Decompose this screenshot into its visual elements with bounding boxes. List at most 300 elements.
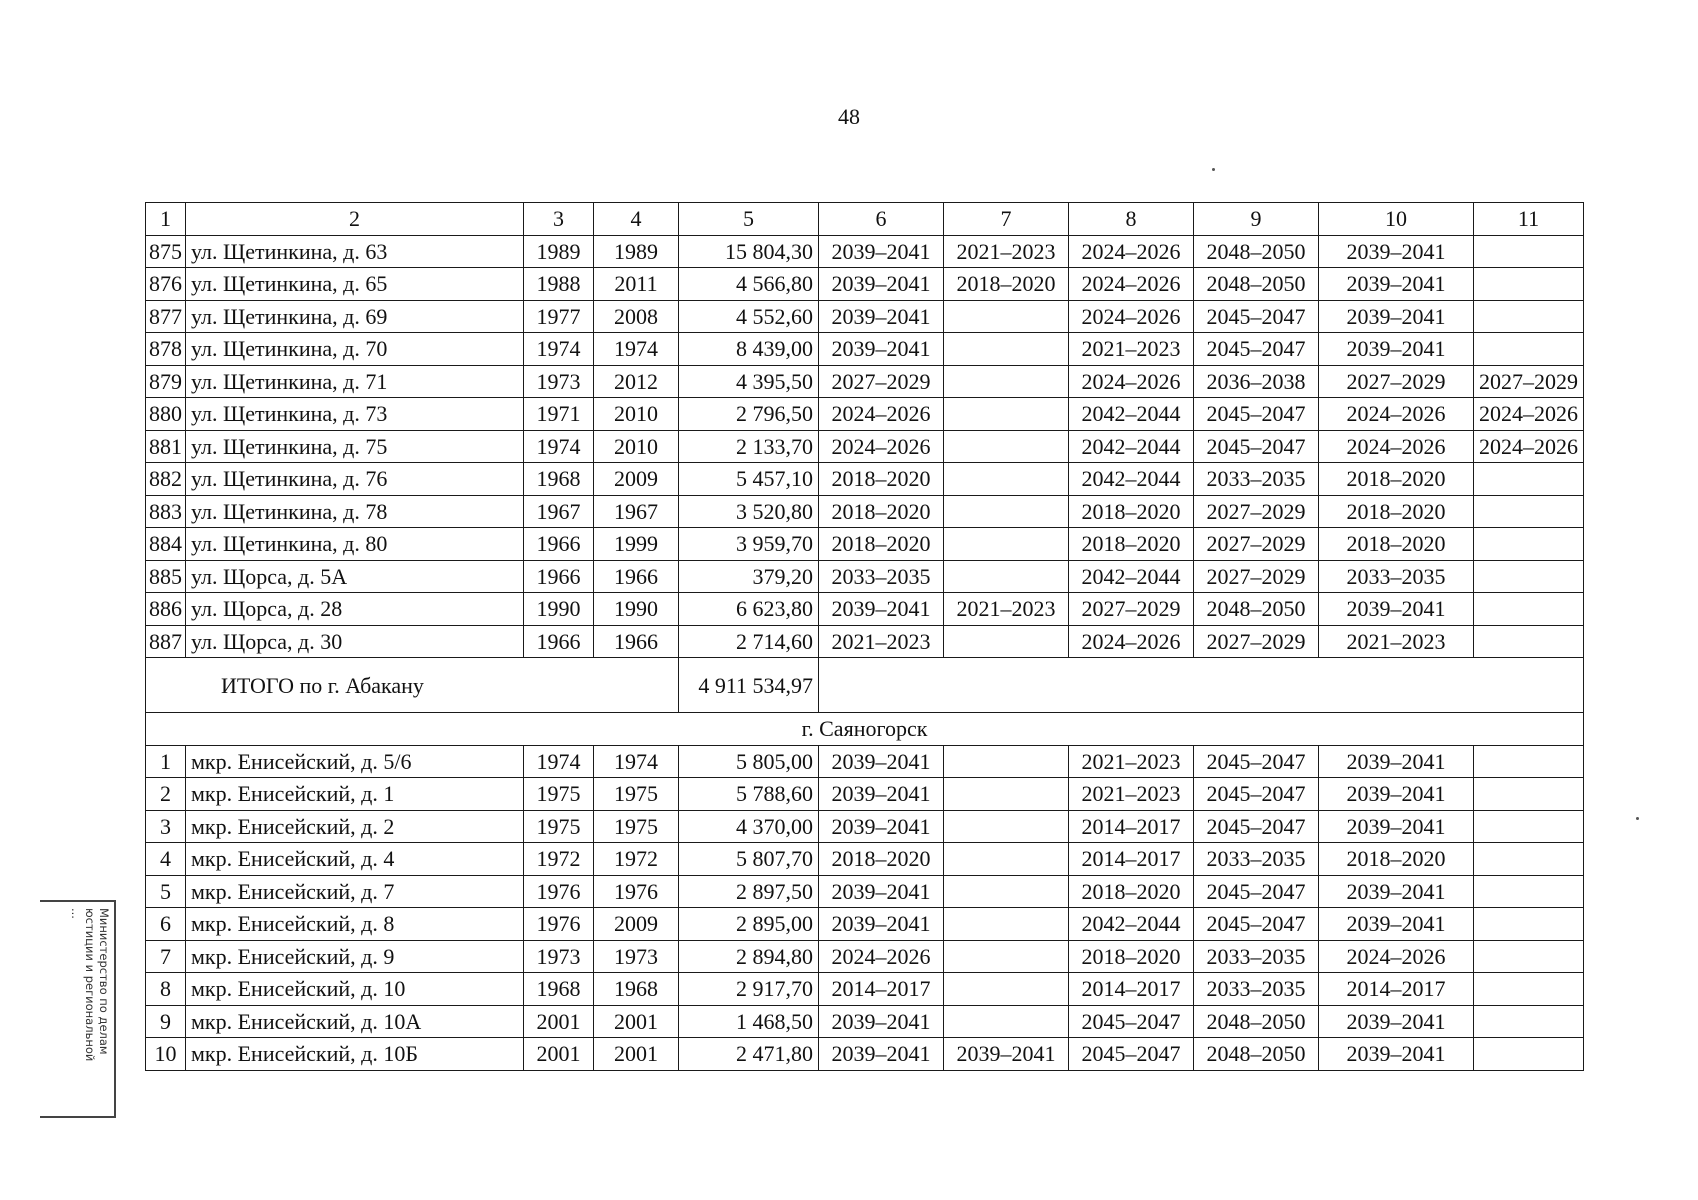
column-header: 8 (1069, 203, 1194, 236)
table-row (146, 593, 1584, 626)
table-cell (1474, 810, 1584, 843)
table-cell: 1976 (594, 875, 679, 908)
table-cell: 1975 (594, 778, 679, 811)
table-cell (944, 365, 1069, 398)
table-cell: 1977 (524, 300, 594, 333)
table-cell: 4 370,00 (679, 810, 819, 843)
table-cell: 2012 (594, 365, 679, 398)
table-cell: 883 (146, 495, 186, 528)
table-cell: 2018–2020 (1319, 463, 1474, 496)
table-cell (944, 875, 1069, 908)
table-cell: 1999 (594, 528, 679, 561)
table-cell: 1968 (594, 973, 679, 1006)
table-row (146, 973, 1584, 1006)
section-title: г. Саяногорск (146, 713, 1584, 746)
table-cell: 1974 (594, 745, 679, 778)
stamp-line-1: Министерство по делам (97, 908, 111, 1055)
table-cell: 2048–2050 (1194, 1038, 1319, 1071)
table-cell (1474, 268, 1584, 301)
table-cell: 2027–2029 (819, 365, 944, 398)
table-cell (944, 528, 1069, 561)
table-cell: 2027–2029 (1069, 593, 1194, 626)
table-cell: 1975 (524, 778, 594, 811)
page-number: 48 (838, 104, 860, 129)
table-cell: 875 (146, 235, 186, 268)
table-cell: 2018–2020 (1069, 940, 1194, 973)
table-cell (1474, 843, 1584, 876)
table-cell: 1968 (524, 463, 594, 496)
table-cell: 2045–2047 (1069, 1005, 1194, 1038)
table-cell: 2 894,80 (679, 940, 819, 973)
table-cell (944, 463, 1069, 496)
table-row (146, 875, 1584, 908)
table-cell (1474, 560, 1584, 593)
table-row (146, 430, 1584, 463)
table-cell: 2021–2023 (1319, 625, 1474, 658)
table-row (146, 528, 1584, 561)
table-cell (1474, 908, 1584, 941)
table-cell: 2039–2041 (1319, 745, 1474, 778)
scan-speck (1636, 817, 1639, 820)
table-cell: 1988 (524, 268, 594, 301)
table-cell (944, 495, 1069, 528)
table-cell: 2014–2017 (819, 973, 944, 1006)
table-cell: 2014–2017 (1069, 843, 1194, 876)
table-cell: 2045–2047 (1194, 908, 1319, 941)
table-cell: 1966 (524, 625, 594, 658)
table-cell: 2001 (594, 1005, 679, 1038)
table-cell: 2039–2041 (1319, 300, 1474, 333)
table-cell: 5 788,60 (679, 778, 819, 811)
table-cell: 2039–2041 (819, 875, 944, 908)
total-label: ИТОГО по г. Абакану (146, 658, 679, 713)
table-cell: мкр. Енисейский, д. 10А (186, 1005, 524, 1038)
table-cell (1474, 745, 1584, 778)
table-cell: 2039–2041 (819, 1005, 944, 1038)
table-cell (1474, 495, 1584, 528)
table-cell: 2039–2041 (1319, 1005, 1474, 1038)
table-row (146, 300, 1584, 333)
table-cell: 2024–2026 (1069, 235, 1194, 268)
table-header-row (146, 203, 1584, 236)
table-row (146, 365, 1584, 398)
table-cell: 6 (146, 908, 186, 941)
table-cell: 2024–2026 (1069, 300, 1194, 333)
table-row (146, 333, 1584, 366)
table-cell (944, 333, 1069, 366)
table-cell: 2024–2026 (1069, 365, 1194, 398)
table-cell: 2021–2023 (1069, 333, 1194, 366)
table-cell (1474, 463, 1584, 496)
table-cell (1474, 1005, 1584, 1038)
table-cell: мкр. Енисейский, д. 5/6 (186, 745, 524, 778)
column-header: 6 (819, 203, 944, 236)
table-cell: 1966 (524, 560, 594, 593)
table-cell: 3 959,70 (679, 528, 819, 561)
table-cell: 2039–2041 (819, 268, 944, 301)
table-row (146, 810, 1584, 843)
column-header: 1 (146, 203, 186, 236)
table-cell: 2014–2017 (1069, 973, 1194, 1006)
table-cell: 2027–2029 (1194, 495, 1319, 528)
table-cell (944, 810, 1069, 843)
table-cell: 2039–2041 (819, 300, 944, 333)
table-cell: 2048–2050 (1194, 235, 1319, 268)
table-cell: 2045–2047 (1194, 430, 1319, 463)
table-cell (1474, 1038, 1584, 1071)
table-cell: 2018–2020 (1319, 843, 1474, 876)
table-cell: 2039–2041 (1319, 235, 1474, 268)
table-cell: 7 (146, 940, 186, 973)
table-row (146, 908, 1584, 941)
table-cell: 886 (146, 593, 186, 626)
table-row (146, 235, 1584, 268)
table-cell: 887 (146, 625, 186, 658)
table-cell: мкр. Енисейский, д. 9 (186, 940, 524, 973)
table-cell: 1966 (594, 560, 679, 593)
table-cell: ул. Щетинкина, д. 65 (186, 268, 524, 301)
table-cell (1474, 333, 1584, 366)
table-cell: 2033–2035 (1194, 463, 1319, 496)
table-cell (1474, 593, 1584, 626)
table-cell: 3 520,80 (679, 495, 819, 528)
table-cell: 2 471,80 (679, 1038, 819, 1071)
table-cell: 2 895,00 (679, 908, 819, 941)
table-cell (944, 843, 1069, 876)
table-cell (944, 940, 1069, 973)
table-cell: 2021–2023 (944, 235, 1069, 268)
table-cell (944, 625, 1069, 658)
table-cell: 2024–2026 (1474, 398, 1584, 431)
table-cell: мкр. Енисейский, д. 1 (186, 778, 524, 811)
table-cell: 2018–2020 (1319, 495, 1474, 528)
table-cell: 1973 (524, 365, 594, 398)
table-cell: ул. Щетинкина, д. 70 (186, 333, 524, 366)
table-cell: 2045–2047 (1069, 1038, 1194, 1071)
table-cell: 2024–2026 (1319, 940, 1474, 973)
table-cell: 2 714,60 (679, 625, 819, 658)
table-cell: 1974 (524, 430, 594, 463)
table-cell: 1968 (524, 973, 594, 1006)
table-cell: 1975 (594, 810, 679, 843)
table-cell: 2021–2023 (1069, 745, 1194, 778)
table-cell: 884 (146, 528, 186, 561)
table-cell: 2042–2044 (1069, 398, 1194, 431)
table-cell: ул. Щорса, д. 28 (186, 593, 524, 626)
table-cell: 6 623,80 (679, 593, 819, 626)
table-cell: 2024–2026 (1069, 625, 1194, 658)
table-cell (944, 1005, 1069, 1038)
table-cell: 2045–2047 (1194, 300, 1319, 333)
table-cell: мкр. Енисейский, д. 2 (186, 810, 524, 843)
table-cell: 2018–2020 (1069, 495, 1194, 528)
table-cell: 1990 (594, 593, 679, 626)
table-cell (1474, 235, 1584, 268)
table-cell: 2039–2041 (819, 593, 944, 626)
table-cell: 1967 (594, 495, 679, 528)
table-cell (944, 560, 1069, 593)
table-cell: 2039–2041 (819, 778, 944, 811)
column-header: 11 (1474, 203, 1584, 236)
table-cell: 2048–2050 (1194, 593, 1319, 626)
table-cell: 2039–2041 (1319, 908, 1474, 941)
table-cell: 2033–2035 (819, 560, 944, 593)
table-cell: 2024–2026 (1474, 430, 1584, 463)
table-cell (1474, 778, 1584, 811)
table-cell: 2018–2020 (819, 528, 944, 561)
table-cell: 379,20 (679, 560, 819, 593)
table-cell: ул. Щетинкина, д. 69 (186, 300, 524, 333)
table-cell: 2042–2044 (1069, 463, 1194, 496)
table-cell: 2039–2041 (1319, 333, 1474, 366)
table-cell: 2009 (594, 908, 679, 941)
table-cell: 1974 (524, 333, 594, 366)
table-cell (944, 398, 1069, 431)
table-cell: 5 (146, 875, 186, 908)
total-value: 4 911 534,97 (679, 658, 819, 713)
scan-speck (1212, 168, 1215, 171)
table-cell: 2018–2020 (819, 463, 944, 496)
table-cell: ул. Щетинкина, д. 78 (186, 495, 524, 528)
table-cell: 1974 (524, 745, 594, 778)
table-cell: ул. Щетинкина, д. 71 (186, 365, 524, 398)
table-cell: 2027–2029 (1194, 625, 1319, 658)
section-row (146, 713, 1584, 746)
table-cell: ул. Щетинкина, д. 73 (186, 398, 524, 431)
table-cell: 2045–2047 (1194, 745, 1319, 778)
table-cell: 8 439,00 (679, 333, 819, 366)
table-row (146, 463, 1584, 496)
table-cell: 2021–2023 (1069, 778, 1194, 811)
table-cell: 2033–2035 (1194, 973, 1319, 1006)
table-cell: 1973 (524, 940, 594, 973)
table-cell: 8 (146, 973, 186, 1006)
total-empty (819, 658, 1584, 713)
table-cell: 2010 (594, 398, 679, 431)
table-cell: 2018–2020 (944, 268, 1069, 301)
table-cell: 2014–2017 (1319, 973, 1474, 1006)
table-row (146, 268, 1584, 301)
table-cell: 2039–2041 (1319, 593, 1474, 626)
table-cell: 2018–2020 (819, 495, 944, 528)
table-cell: 4 552,60 (679, 300, 819, 333)
table-cell: 2027–2029 (1319, 365, 1474, 398)
table-cell: 2024–2026 (819, 430, 944, 463)
table-cell: 2039–2041 (1319, 268, 1474, 301)
table-cell: 1975 (524, 810, 594, 843)
table-cell: 1976 (524, 875, 594, 908)
table-cell: 2 133,70 (679, 430, 819, 463)
table-cell: 2024–2026 (1069, 268, 1194, 301)
table-cell: 2039–2041 (1319, 1038, 1474, 1071)
column-header: 2 (186, 203, 524, 236)
table-cell: 2039–2041 (1319, 875, 1474, 908)
register-table-body (146, 203, 1584, 1071)
table-cell: 2 796,50 (679, 398, 819, 431)
table-cell: мкр. Енисейский, д. 8 (186, 908, 524, 941)
total-row (146, 658, 1584, 713)
table-cell: 2024–2026 (819, 398, 944, 431)
table-cell: 2024–2026 (1319, 398, 1474, 431)
table-cell: 1976 (524, 908, 594, 941)
table-cell: 881 (146, 430, 186, 463)
table-cell (944, 973, 1069, 1006)
table-cell: 2021–2023 (944, 593, 1069, 626)
table-cell: 2018–2020 (1069, 528, 1194, 561)
table-cell: 2048–2050 (1194, 1005, 1319, 1038)
table-row (146, 560, 1584, 593)
table-row (146, 495, 1584, 528)
table-cell: 880 (146, 398, 186, 431)
table-cell: 2001 (594, 1038, 679, 1071)
table-cell: 1966 (524, 528, 594, 561)
table-cell: 2039–2041 (944, 1038, 1069, 1071)
table-cell: 2039–2041 (1319, 810, 1474, 843)
table-cell: 2018–2020 (1319, 528, 1474, 561)
table-cell: 5 805,00 (679, 745, 819, 778)
table-cell: 2008 (594, 300, 679, 333)
ministry-stamp (40, 900, 116, 1118)
table-cell: 10 (146, 1038, 186, 1071)
table-cell: 876 (146, 268, 186, 301)
column-header: 10 (1319, 203, 1474, 236)
table-cell: 2011 (594, 268, 679, 301)
table-cell: 877 (146, 300, 186, 333)
column-header: 4 (594, 203, 679, 236)
table-cell (1474, 875, 1584, 908)
table-cell: ул. Щетинкина, д. 75 (186, 430, 524, 463)
table-cell: 2024–2026 (819, 940, 944, 973)
table-cell (1474, 973, 1584, 1006)
table-cell: 2042–2044 (1069, 430, 1194, 463)
table-cell: 1990 (524, 593, 594, 626)
table-cell: 2039–2041 (819, 235, 944, 268)
table-cell: 5 457,10 (679, 463, 819, 496)
table-cell: 1972 (594, 843, 679, 876)
table-cell: 9 (146, 1005, 186, 1038)
table-cell: 2042–2044 (1069, 908, 1194, 941)
table-cell: 2039–2041 (819, 333, 944, 366)
table-cell: 2 897,50 (679, 875, 819, 908)
table-cell: ул. Щорса, д. 5А (186, 560, 524, 593)
table-cell: 2027–2029 (1194, 528, 1319, 561)
table-cell: ул. Щорса, д. 30 (186, 625, 524, 658)
table-cell: 2045–2047 (1194, 398, 1319, 431)
stamp-line-3: ... (69, 908, 83, 919)
table-cell: 1989 (524, 235, 594, 268)
table-cell: мкр. Енисейский, д. 7 (186, 875, 524, 908)
column-header: 5 (679, 203, 819, 236)
table-cell: 878 (146, 333, 186, 366)
table-cell: 1 (146, 745, 186, 778)
table-cell: 1989 (594, 235, 679, 268)
table-cell (944, 745, 1069, 778)
table-cell: 4 566,80 (679, 268, 819, 301)
register-table (145, 202, 1584, 1071)
table-cell: 2010 (594, 430, 679, 463)
table-cell: 2018–2020 (1069, 875, 1194, 908)
table-cell: 4 (146, 843, 186, 876)
table-cell (1474, 300, 1584, 333)
table-cell: 4 395,50 (679, 365, 819, 398)
table-row (146, 843, 1584, 876)
table-cell (944, 778, 1069, 811)
table-cell: ул. Щетинкина, д. 63 (186, 235, 524, 268)
table-cell: 2036–2038 (1194, 365, 1319, 398)
table-cell: 2024–2026 (1319, 430, 1474, 463)
table-cell: 2014–2017 (1069, 810, 1194, 843)
table-cell: мкр. Енисейский, д. 10Б (186, 1038, 524, 1071)
table-cell: 1966 (594, 625, 679, 658)
table-cell (944, 908, 1069, 941)
table-row (146, 398, 1584, 431)
table-cell: 2027–2029 (1194, 560, 1319, 593)
table-cell: 882 (146, 463, 186, 496)
table-cell: 2018–2020 (819, 843, 944, 876)
table-cell: мкр. Енисейский, д. 10 (186, 973, 524, 1006)
table-cell: 1971 (524, 398, 594, 431)
table-cell: 2009 (594, 463, 679, 496)
table-row (146, 778, 1584, 811)
table-cell: 5 807,70 (679, 843, 819, 876)
table-cell: 2001 (524, 1005, 594, 1038)
table-cell: 1967 (524, 495, 594, 528)
table-cell: 2045–2047 (1194, 810, 1319, 843)
column-header: 7 (944, 203, 1069, 236)
table-cell: 2039–2041 (819, 745, 944, 778)
table-cell: 2039–2041 (819, 908, 944, 941)
table-cell (944, 300, 1069, 333)
table-row (146, 625, 1584, 658)
table-cell: 2042–2044 (1069, 560, 1194, 593)
table-cell: 2033–2035 (1194, 940, 1319, 973)
table-cell: 15 804,30 (679, 235, 819, 268)
table-cell (1474, 625, 1584, 658)
stamp-line-2: юстиции и региональной (83, 908, 97, 1062)
column-header: 3 (524, 203, 594, 236)
table-cell: 2045–2047 (1194, 875, 1319, 908)
table-cell: 2 917,70 (679, 973, 819, 1006)
table-row (146, 1038, 1584, 1071)
table-cell: 2 (146, 778, 186, 811)
table-cell: 2039–2041 (819, 1038, 944, 1071)
table-cell: 1972 (524, 843, 594, 876)
table-row (146, 745, 1584, 778)
table-cell: 885 (146, 560, 186, 593)
table-cell: 1 468,50 (679, 1005, 819, 1038)
table-cell: 2045–2047 (1194, 778, 1319, 811)
table-cell: ул. Щетинкина, д. 80 (186, 528, 524, 561)
table-row (146, 940, 1584, 973)
table-cell: 1973 (594, 940, 679, 973)
table-cell: 2039–2041 (1319, 778, 1474, 811)
table-cell: 2033–2035 (1194, 843, 1319, 876)
table-cell: 879 (146, 365, 186, 398)
table-cell: 2027–2029 (1474, 365, 1584, 398)
table-cell (1474, 528, 1584, 561)
table-cell: ул. Щетинкина, д. 76 (186, 463, 524, 496)
table-cell: 2033–2035 (1319, 560, 1474, 593)
table-cell: мкр. Енисейский, д. 4 (186, 843, 524, 876)
table-cell: 2048–2050 (1194, 268, 1319, 301)
table-cell (944, 430, 1069, 463)
table-cell: 2021–2023 (819, 625, 944, 658)
table-cell: 2001 (524, 1038, 594, 1071)
table-cell (1474, 940, 1584, 973)
table-cell: 2045–2047 (1194, 333, 1319, 366)
table-cell: 1974 (594, 333, 679, 366)
table-row (146, 1005, 1584, 1038)
